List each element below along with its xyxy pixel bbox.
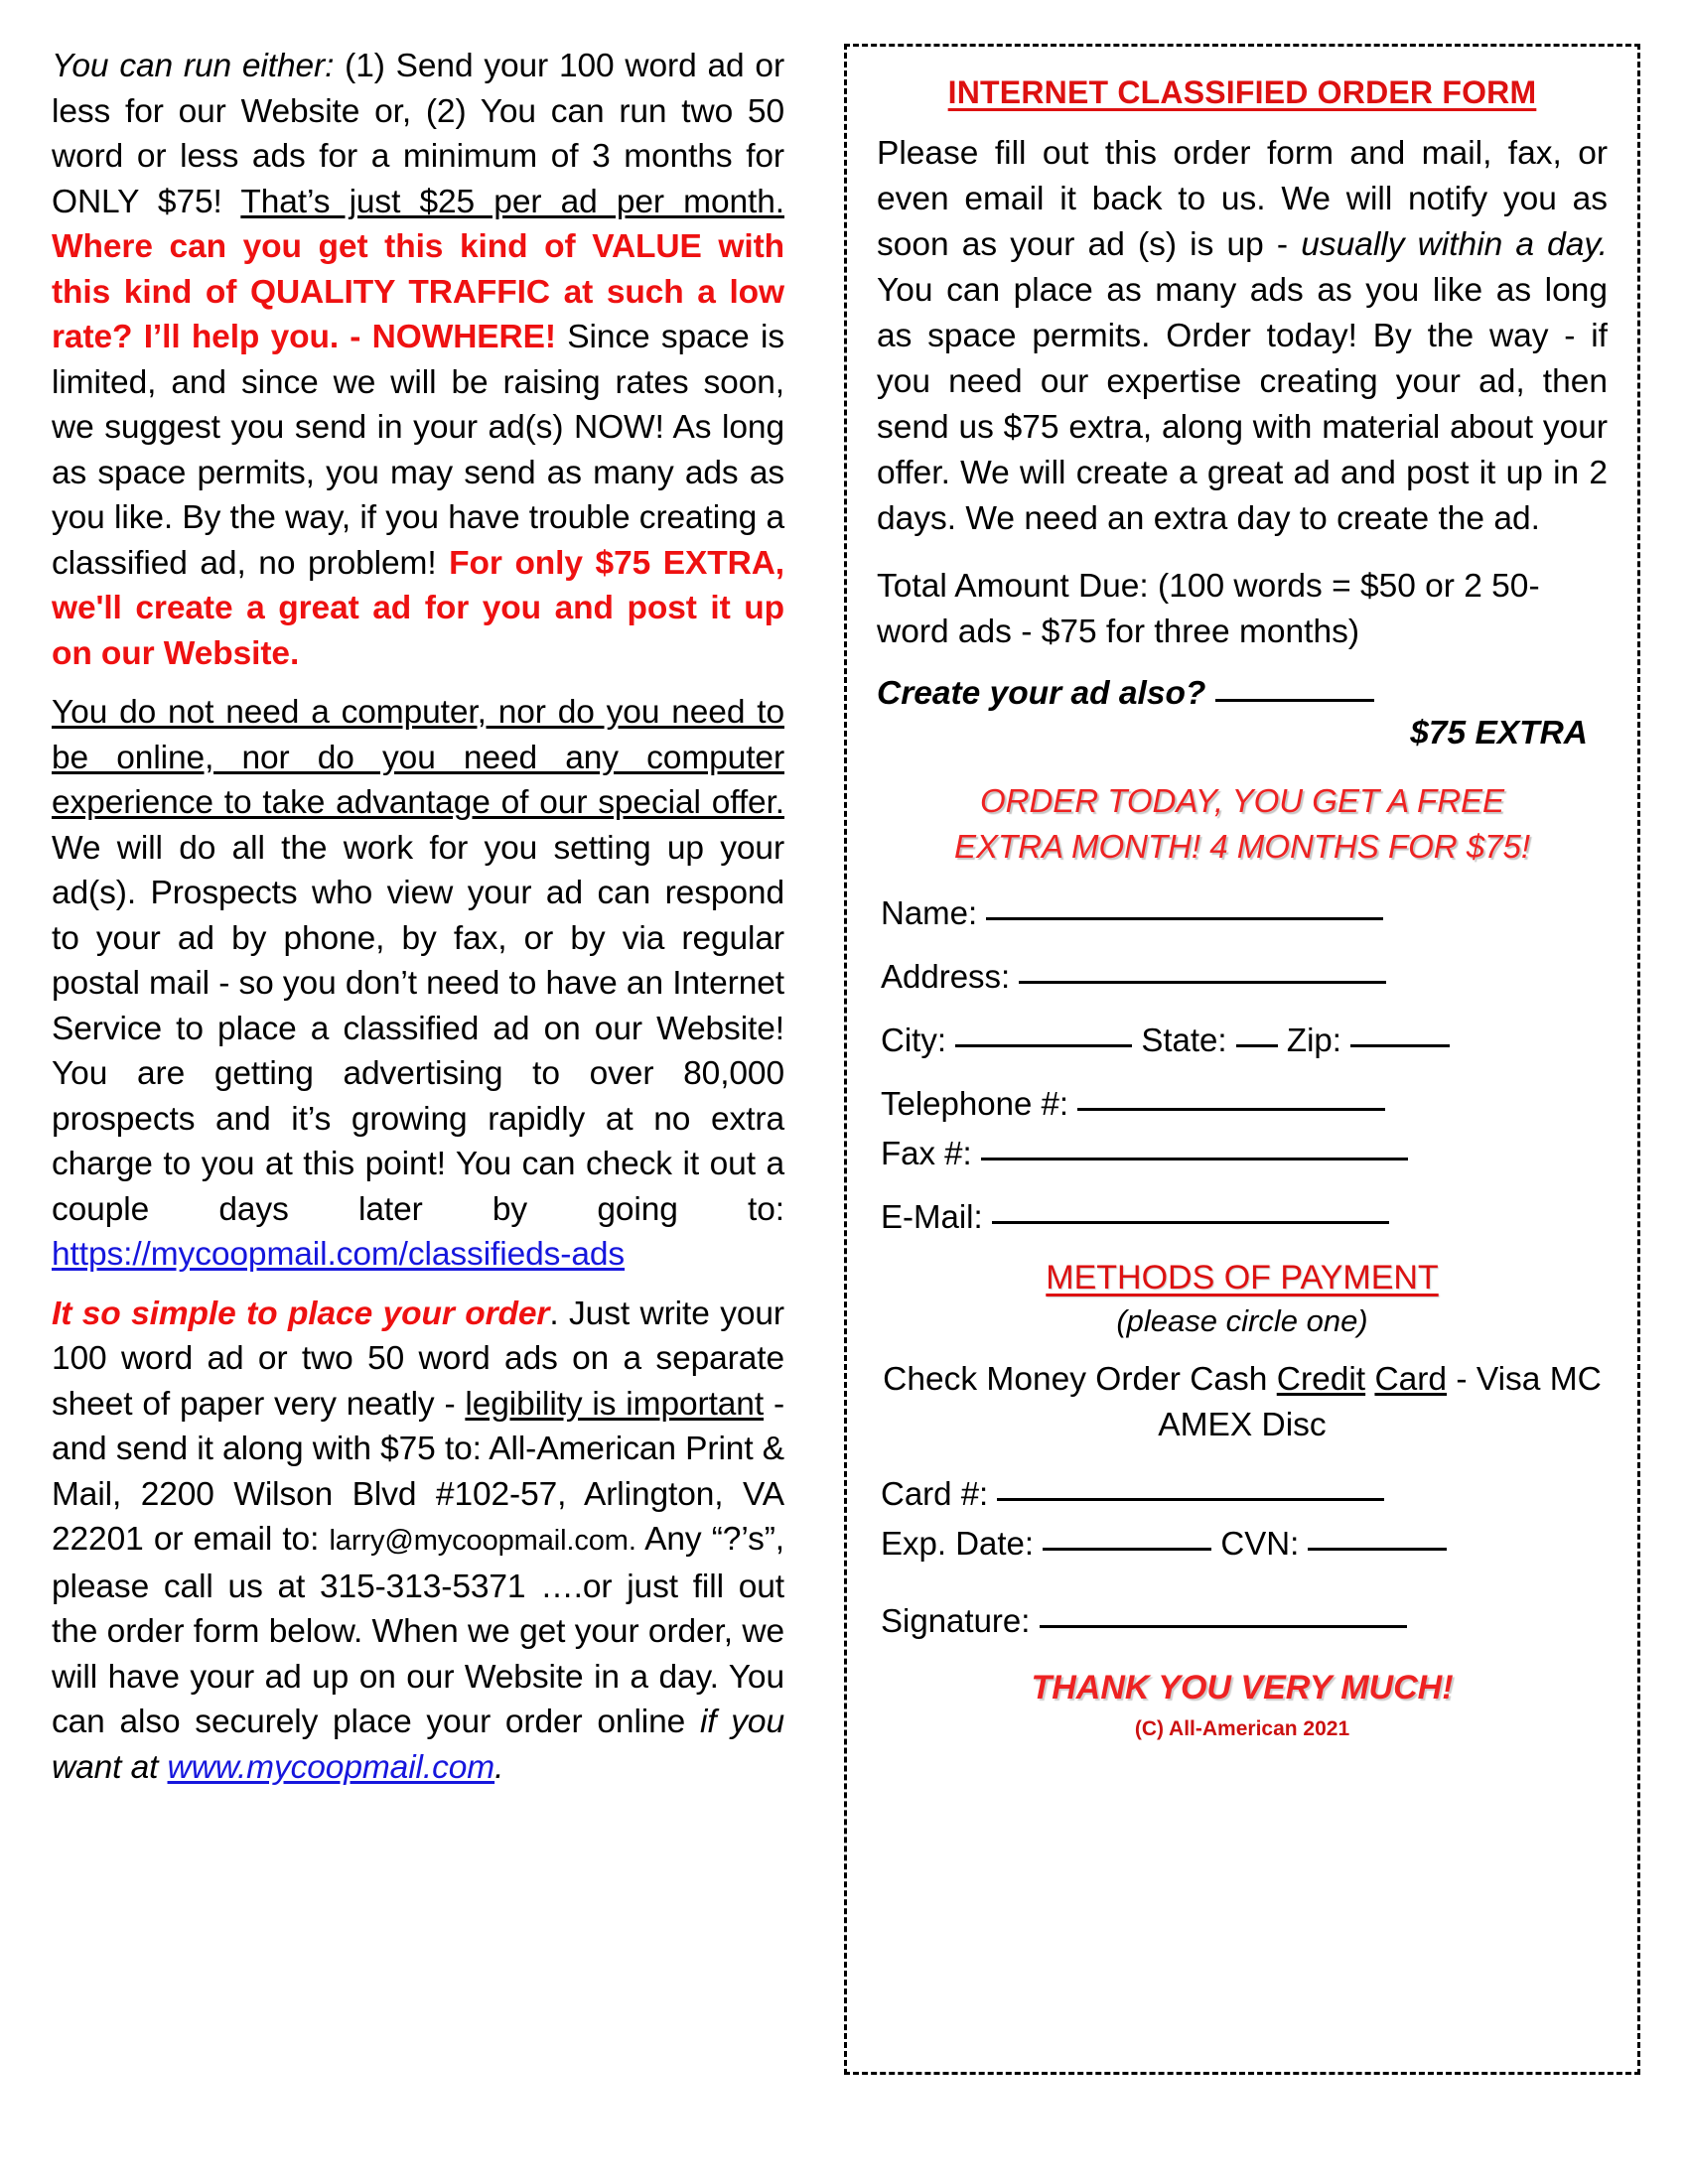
create-ad-label: Create your ad also? <box>877 675 1206 712</box>
total-amount-due-text: Total Amount Due: (100 words = $50 or 2 50-word ads - $75 for three months) <box>877 568 1540 650</box>
intro-text-b: You can place as many ads as you like as long as space permits. Order today! By the way - if you need our expertise creating your ad, then send us $75 extra, along with material about your offer. We will create a great ad and post it up in 2 days. We need an extra day to create the ad. <box>877 272 1608 537</box>
card-option-underlined[interactable]: Card <box>1374 1361 1448 1398</box>
create-ad-blank-field[interactable] <box>1215 699 1374 702</box>
paragraph-how-to-order <box>52 1292 784 1791</box>
telephone-input-rule[interactable] <box>1077 1107 1385 1111</box>
city-label: City: <box>881 1022 946 1058</box>
value-pitch-red: Where can you get this kind of VALUE with this kind of QUALITY TRAFFIC at such a low rate? I’ll help you. - NOWHERE! <box>52 228 784 355</box>
intro-italic-within-a-day: usually within a day. <box>1301 226 1608 263</box>
price-per-ad-underlined: That’s just $25 per ad per month. <box>240 183 784 220</box>
promo-line-1: ORDER TODAY, YOU GET A FREE <box>979 782 1505 819</box>
state-input-rule[interactable] <box>1236 1043 1278 1047</box>
city-input-rule[interactable] <box>955 1043 1132 1047</box>
create-ad-question-row <box>877 675 1608 713</box>
zip-input-rule[interactable] <box>1350 1043 1450 1047</box>
fax-field-row <box>881 1132 1608 1175</box>
classifieds-ads-link[interactable]: https://mycoopmail.com/classifieds-ads <box>52 1236 626 1273</box>
online-order-italic: if you want at <box>52 1704 784 1786</box>
card-number-row <box>881 1472 1608 1516</box>
legibility-underlined: legibility is important <box>465 1385 765 1423</box>
no-computer-underlined: You do not need a computer, nor do you need to be online, nor do you need any computer experience to take advantage of our special offer. <box>52 694 784 821</box>
copyright-notice: (C) All-American 2021 <box>1134 1717 1350 1740</box>
order-instructions-a: . Just write your 100 word ad or two 50 word ads on a separate sheet of paper very neatly - <box>52 1295 784 1423</box>
mycoopmail-website-link[interactable]: www.mycoopmail.com <box>167 1748 495 1786</box>
payment-options-prefix[interactable]: Check Money Order Cash <box>883 1361 1277 1398</box>
order-form-box <box>844 44 1640 2075</box>
address-input-rule[interactable] <box>1019 980 1386 984</box>
city-state-zip-row <box>881 1019 1608 1062</box>
left-text-column <box>52 44 808 1790</box>
card-number-label: Card #: <box>881 1475 989 1512</box>
signature-row <box>881 1599 1608 1643</box>
email-input-rule[interactable] <box>992 1220 1389 1224</box>
promo-banner <box>877 778 1608 870</box>
name-field-row <box>881 891 1608 935</box>
methods-of-payment-title: METHODS OF PAYMENT <box>1046 1259 1439 1297</box>
space-limited-text: Since space is limited, and since we will be raising rates soon, we suggest you send in your ad(s) NOW! As long as space permits, you may send as many ads as you like. By the way, if you have trouble creating a classified ad, no problem! <box>52 319 784 582</box>
name-input-rule[interactable] <box>986 916 1383 920</box>
telephone-label: Telephone #: <box>881 1085 1068 1122</box>
state-label: State: <box>1141 1022 1227 1058</box>
order-instructions-c: Any “?’s”, please call us at 315-313-5371 ….or just fill out the order form below. When we get your order, we will have your ad up on our Website in a day. You can also securely place your order online <box>52 1521 784 1740</box>
email-label: E-Mail: <box>881 1198 983 1235</box>
cvn-input-rule[interactable] <box>1308 1547 1447 1551</box>
exp-date-input-rule[interactable] <box>1043 1547 1211 1551</box>
ad-creation-offer-red: For only $75 EXTRA, we'll create a great ad for you and post it up on our Website. <box>52 544 784 672</box>
extra-fee-label: $75 EXTRA <box>1410 715 1588 751</box>
paragraph-no-computer-needed <box>52 690 784 1278</box>
cvn-label: CVN: <box>1220 1525 1300 1562</box>
name-label: Name: <box>881 894 978 931</box>
offer-lead-in: You can run either: <box>52 48 335 84</box>
payment-options-list <box>877 1357 1608 1448</box>
prospects-text: We will do all the work for you setting up your ad(s). Prospects who view your ad can respond to your ad by phone, by fax, or by via regular postal mail - so you don’t need to have an Internet Service to place a classified ad on our Website! You are getting advertising to over 80,000 prospects and it’s growing rapidly at no extra charge to you at this point! You can check it out a couple days later by going to: <box>52 829 784 1228</box>
email-field-row <box>881 1195 1608 1239</box>
intro-text-a: Please fill out this order form and mail, fax, or even email it back to us. We will notify you as soon as your ad (s) is up - <box>877 135 1608 263</box>
contact-email-address: larry@mycoopmail.com. <box>329 1525 636 1557</box>
fax-label: Fax #: <box>881 1135 972 1171</box>
signature-label: Signature: <box>881 1602 1031 1639</box>
telephone-field-row <box>881 1082 1608 1126</box>
thank-you-message: THANK YOU VERY MUCH! <box>1031 1669 1454 1706</box>
payment-circle-one-note: (please circle one) <box>1116 1303 1368 1338</box>
promo-line-2: EXTRA MONTH! 4 MONTHS FOR $75! <box>953 828 1530 865</box>
zip-label: Zip: <box>1286 1022 1341 1058</box>
card-brands-text[interactable]: - Visa MC AMEX Disc <box>1158 1361 1602 1443</box>
offer-details-text: (1) Send your 100 word ad or less for our Website or, (2) You can run two 50 word or less ads for a minimum of 3 months for ONLY $75! <box>52 48 784 220</box>
card-number-input-rule[interactable] <box>997 1497 1384 1501</box>
order-form-title: INTERNET CLASSIFIED ORDER FORM <box>947 74 1537 110</box>
exp-date-label: Exp. Date: <box>881 1525 1035 1562</box>
fax-input-rule[interactable] <box>981 1157 1408 1160</box>
address-label: Address: <box>881 958 1011 995</box>
right-form-column <box>808 44 1640 2075</box>
exp-date-cvn-row <box>881 1522 1608 1566</box>
address-field-row <box>881 955 1608 999</box>
order-form-intro-paragraph <box>877 131 1608 542</box>
mailing-address-text: - and send it along with $75 to: All-American Print & Mail, 2200 Wilson Blvd #102-57, Arlington, VA 22201 or email to: <box>52 1385 784 1558</box>
credit-option-underlined[interactable]: Credit <box>1276 1361 1366 1398</box>
final-period: . <box>494 1748 504 1786</box>
simple-to-order-red: It so simple to place your order <box>52 1295 550 1332</box>
signature-input-rule[interactable] <box>1040 1624 1407 1628</box>
paragraph-offer-options <box>52 44 784 676</box>
